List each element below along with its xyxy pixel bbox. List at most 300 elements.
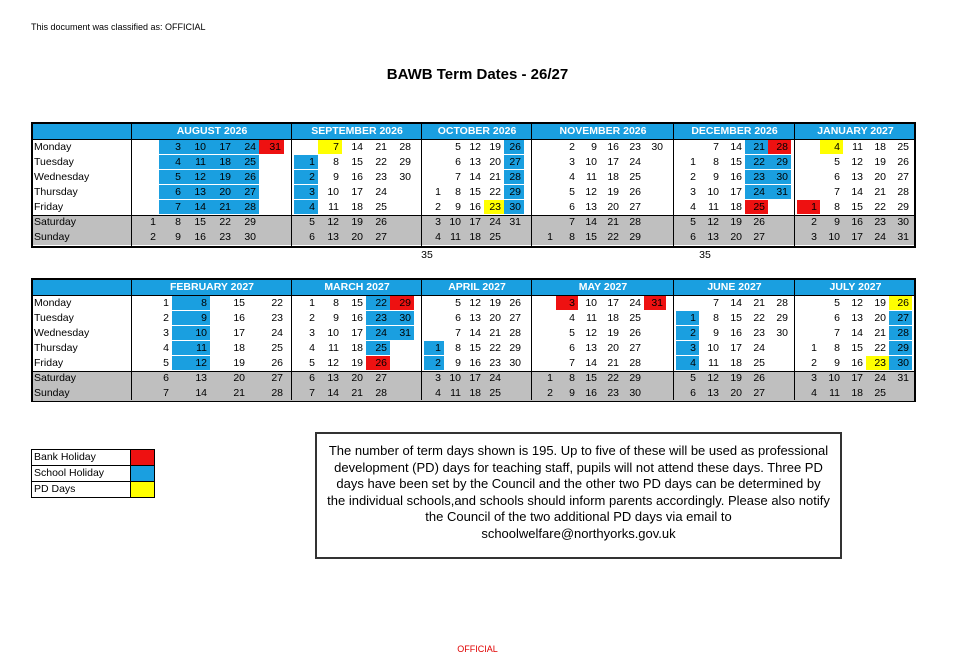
day-name: Thursday [34, 186, 78, 198]
day-cell: 2 [294, 170, 318, 184]
day-cell: 31 [897, 372, 909, 384]
month-name: OCTOBER 2026 [437, 125, 517, 137]
day-cell: 4 [163, 342, 169, 354]
day-cell [644, 341, 666, 355]
day-cell: 12 [707, 372, 719, 384]
day-cell: 23 [745, 170, 768, 184]
day-cell: 4 [435, 387, 441, 399]
day-cell: 3 [294, 185, 318, 199]
month-name: SEPTEMBER 2026 [311, 125, 403, 137]
day-cell: 26 [366, 356, 390, 370]
day-cell: 29 [629, 231, 641, 243]
day-name: Friday [34, 357, 64, 369]
month-name: MARCH 2027 [324, 281, 390, 293]
day-cell: 24 [271, 327, 283, 339]
day-cell: 8 [713, 156, 719, 168]
day-cell: 24 [375, 186, 387, 198]
day-cell: 5 [309, 216, 315, 228]
day-cell: 10 [828, 372, 840, 384]
day-cell: 12 [585, 186, 597, 198]
column-divider [794, 124, 795, 246]
day-cell: 16 [233, 312, 245, 324]
column-divider [421, 280, 422, 400]
day-cell: 20 [874, 171, 886, 183]
day-cell: 30 [776, 327, 788, 339]
day-cell: 19 [730, 372, 742, 384]
day-cell: 12 [707, 216, 719, 228]
day-cell [534, 326, 556, 340]
month-name: FEBRUARY 2027 [169, 281, 255, 293]
day-cell: 15 [585, 231, 597, 243]
footer-classification: OFFICIAL [457, 644, 498, 654]
day-cell [390, 185, 414, 199]
day-cell: 1 [690, 156, 696, 168]
day-cell: 12 [327, 357, 339, 369]
day-cell [534, 140, 556, 154]
day-cell: 12 [585, 327, 597, 339]
day-cell: 12 [851, 156, 863, 168]
day-cell: 25 [489, 231, 501, 243]
day-cell: 25 [375, 201, 387, 213]
day-cell: 12 [327, 216, 339, 228]
day-cell: 10 [172, 326, 210, 340]
day-cell [390, 200, 414, 214]
day-cell [424, 296, 444, 310]
day-cell: 15 [469, 342, 481, 354]
day-name: Thursday [34, 342, 78, 354]
day-cell: 20 [489, 312, 501, 324]
day-cell: 21 [233, 387, 245, 399]
month-name: JANUARY 2027 [817, 125, 894, 137]
day-cell: 16 [351, 312, 363, 324]
day-cell: 29 [244, 216, 256, 228]
day-cell: 30 [897, 216, 909, 228]
day-cell: 24 [629, 297, 641, 309]
day-cell: 25 [897, 141, 909, 153]
day-cell: 15 [469, 186, 481, 198]
day-cell: 24 [745, 185, 768, 199]
day-cell: 22 [874, 201, 886, 213]
day-cell: 20 [489, 156, 501, 168]
day-cell: 2 [547, 387, 553, 399]
day-cell: 15 [351, 156, 363, 168]
day-cell: 28 [629, 357, 641, 369]
day-cell: 10 [585, 156, 597, 168]
day-cell: 22 [375, 156, 387, 168]
day-cell: 25 [745, 200, 768, 214]
day-cell: 10 [327, 327, 339, 339]
day-cell: 1 [424, 341, 444, 355]
day-cell [797, 170, 820, 184]
month-name: MAY 2027 [578, 281, 628, 293]
day-cell: 19 [489, 297, 501, 309]
day-cell [676, 296, 699, 310]
day-cell: 18 [607, 312, 619, 324]
day-cell: 3 [569, 156, 575, 168]
day-cell: 24 [366, 326, 390, 340]
day-cell: 26 [753, 216, 765, 228]
day-cell: 16 [730, 171, 742, 183]
day-cell [134, 140, 159, 154]
day-cell: 14 [730, 297, 742, 309]
day-cell: 29 [629, 372, 641, 384]
day-cell: 25 [629, 312, 641, 324]
day-name: Wednesday [34, 171, 90, 183]
day-cell: 21 [874, 327, 886, 339]
day-cell [424, 155, 444, 169]
day-cell: 12 [469, 297, 481, 309]
day-name: Monday [34, 297, 72, 309]
day-cell: 7 [569, 357, 575, 369]
day-cell: 5 [834, 297, 840, 309]
day-cell: 9 [333, 171, 339, 183]
month-name: NOVEMBER 2026 [559, 125, 647, 137]
day-cell: 2 [424, 356, 444, 370]
day-cell: 2 [435, 201, 441, 213]
day-cell: 27 [897, 171, 909, 183]
day-cell: 5 [309, 357, 315, 369]
day-cell: 4 [676, 356, 699, 370]
day-cell: 28 [897, 186, 909, 198]
day-cell [644, 200, 666, 214]
day-cell [644, 311, 666, 325]
day-cell: 12 [851, 297, 863, 309]
day-cell: 3 [811, 372, 817, 384]
day-cell: 9 [455, 357, 461, 369]
day-cell: 16 [351, 171, 363, 183]
day-cell: 22 [366, 296, 390, 310]
month-name: JULY 2027 [829, 281, 882, 293]
day-cell: 10 [449, 216, 461, 228]
day-cell: 8 [455, 342, 461, 354]
day-cell: 8 [569, 231, 575, 243]
day-cell: 11 [852, 141, 863, 153]
day-cell: 11 [586, 312, 597, 324]
day-cell: 19 [607, 186, 619, 198]
calendar-table-1 [31, 122, 916, 248]
day-cell: 24 [629, 156, 641, 168]
day-cell [259, 185, 284, 199]
day-cell: 13 [469, 312, 481, 324]
day-cell: 18 [209, 155, 234, 169]
day-cell [797, 311, 820, 325]
day-cell [768, 215, 791, 229]
day-cell [644, 356, 666, 370]
day-cell [534, 356, 556, 370]
day-cell: 29 [399, 156, 411, 168]
day-cell: 30 [244, 231, 256, 243]
day-cell: 27 [753, 231, 765, 243]
day-cell: 20 [233, 372, 245, 384]
day-cell: 18 [469, 387, 481, 399]
day-cell: 25 [753, 357, 765, 369]
day-cell: 20 [351, 231, 363, 243]
day-cell: 4 [820, 140, 843, 154]
day-cell [768, 200, 791, 214]
day-cell: 6 [690, 231, 696, 243]
day-cell: 6 [455, 156, 461, 168]
day-cell: 6 [159, 185, 184, 199]
school-holiday-swatch [130, 466, 154, 481]
day-cell: 18 [851, 387, 863, 399]
day-cell: 4 [309, 342, 315, 354]
day-cell: 31 [644, 296, 666, 310]
day-cell: 27 [753, 387, 765, 399]
day-cell: 11 [829, 387, 840, 399]
day-cell: 16 [851, 357, 863, 369]
week-number-label: 35 [699, 249, 711, 261]
day-cell: 21 [351, 387, 363, 399]
day-cell: 20 [607, 201, 619, 213]
day-cell: 15 [730, 312, 742, 324]
day-cell [534, 296, 556, 310]
legend-label: Bank Holiday [34, 451, 96, 463]
day-cell: 24 [234, 140, 259, 154]
day-cell [259, 215, 284, 229]
day-cell: 1 [676, 311, 699, 325]
day-cell: 17 [607, 297, 619, 309]
day-cell: 1 [547, 231, 553, 243]
day-cell: 9 [591, 141, 597, 153]
day-cell: 13 [469, 156, 481, 168]
day-cell: 2 [676, 326, 699, 340]
day-cell: 1 [163, 297, 169, 309]
day-cell: 4 [569, 171, 575, 183]
column-divider [531, 124, 532, 246]
day-cell [134, 200, 159, 214]
day-name: Wednesday [34, 327, 90, 339]
day-cell [644, 371, 666, 385]
day-cell: 11 [586, 171, 597, 183]
day-cell: 11 [450, 231, 461, 243]
day-cell: 18 [607, 171, 619, 183]
day-cell: 5 [569, 186, 575, 198]
day-cell: 26 [234, 170, 259, 184]
day-cell: 23 [866, 356, 889, 370]
day-cell: 30 [509, 357, 521, 369]
day-cell: 8 [834, 342, 840, 354]
day-cell [424, 326, 444, 340]
day-cell [644, 326, 666, 340]
day-cell: 6 [834, 171, 840, 183]
day-cell [424, 140, 444, 154]
day-cell [390, 386, 414, 400]
day-cell: 29 [889, 341, 912, 355]
day-cell: 16 [469, 357, 481, 369]
column-divider [531, 280, 532, 400]
day-name: Friday [34, 201, 64, 213]
day-cell: 10 [707, 186, 719, 198]
day-cell: 26 [629, 186, 641, 198]
day-cell: 12 [469, 141, 481, 153]
day-cell: 24 [874, 372, 886, 384]
day-cell: 14 [351, 141, 363, 153]
day-cell [644, 386, 666, 400]
day-cell: 22 [753, 312, 765, 324]
day-cell: 11 [172, 341, 210, 355]
day-cell: 14 [851, 327, 863, 339]
day-cell: 7 [569, 216, 575, 228]
day-cell [534, 155, 556, 169]
day-cell: 30 [504, 200, 524, 214]
day-cell [768, 371, 791, 385]
day-cell [390, 356, 414, 370]
day-cell: 15 [851, 342, 863, 354]
day-cell: 15 [851, 201, 863, 213]
day-cell: 25 [489, 387, 501, 399]
day-cell: 21 [607, 216, 619, 228]
day-cell: 17 [351, 186, 363, 198]
day-cell: 17 [851, 231, 863, 243]
day-cell: 30 [399, 171, 411, 183]
day-cell: 4 [159, 155, 184, 169]
day-cell: 18 [351, 342, 363, 354]
day-cell: 26 [889, 296, 912, 310]
day-cell: 23 [629, 141, 641, 153]
day-cell: 15 [194, 216, 206, 228]
day-cell: 14 [585, 216, 597, 228]
day-cell [889, 386, 912, 400]
day-cell: 31 [509, 216, 521, 228]
day-cell: 23 [484, 200, 504, 214]
day-cell: 1 [811, 342, 817, 354]
day-cell: 10 [828, 231, 840, 243]
day-cell: 11 [328, 201, 339, 213]
day-cell: 13 [851, 312, 863, 324]
day-cell: 16 [730, 327, 742, 339]
day-cell: 7 [163, 387, 169, 399]
day-cell: 6 [834, 312, 840, 324]
day-cell: 11 [450, 387, 461, 399]
day-cell [259, 170, 284, 184]
column-divider [291, 124, 292, 246]
day-cell [390, 215, 414, 229]
month-name: AUGUST 2026 [176, 125, 248, 137]
day-cell: 27 [271, 372, 283, 384]
day-cell: 1 [309, 297, 315, 309]
day-name: Tuesday [34, 156, 74, 168]
page-title: BAWB Term Dates - 26/27 [386, 66, 569, 83]
day-cell: 5 [455, 297, 461, 309]
day-cell [534, 185, 556, 199]
legend-row-bank-holiday [32, 450, 154, 466]
day-cell: 30 [889, 356, 912, 370]
column-divider [673, 280, 674, 400]
day-cell: 19 [351, 357, 363, 369]
day-cell: 5 [834, 156, 840, 168]
day-cell: 25 [271, 342, 283, 354]
day-cell: 23 [607, 387, 619, 399]
day-cell: 2 [811, 216, 817, 228]
day-cell: 20 [351, 372, 363, 384]
legend [31, 449, 155, 498]
day-cell: 3 [435, 216, 441, 228]
day-cell: 12 [172, 356, 210, 370]
day-cell [644, 230, 666, 244]
day-cell: 31 [390, 326, 414, 340]
day-cell: 18 [730, 201, 742, 213]
day-cell: 20 [730, 387, 742, 399]
day-cell: 17 [730, 342, 742, 354]
day-cell: 4 [811, 387, 817, 399]
day-cell: 7 [309, 387, 315, 399]
day-cell: 19 [607, 327, 619, 339]
day-cell: 13 [851, 171, 863, 183]
day-cell: 15 [233, 297, 245, 309]
day-cell [534, 341, 556, 355]
day-cell: 30 [651, 141, 663, 153]
day-cell: 6 [309, 372, 315, 384]
day-cell: 14 [469, 171, 481, 183]
day-cell: 2 [309, 312, 315, 324]
week-number-label: 35 [421, 249, 433, 261]
day-cell: 7 [159, 200, 184, 214]
day-cell: 27 [629, 201, 641, 213]
term-days-note: The number of term days shown is 195. Up to five of these will be used as professional development (PD) days for teaching staff, pupils will not attend these days. Three PD days have been set by the Council and the other two PD days can be determined by the individual schools,and schools should inform parents accordingly. Please also notify the Council of the two additional PD days via email to schoolwelfare@northyorks.gov.uk [315, 432, 842, 559]
day-cell [390, 341, 414, 355]
month-name: JUNE 2027 [707, 281, 762, 293]
day-cell: 6 [163, 372, 169, 384]
day-cell [294, 140, 318, 154]
day-cell: 12 [184, 170, 209, 184]
day-cell [768, 341, 791, 355]
day-cell: 26 [509, 297, 521, 309]
day-cell: 7 [455, 327, 461, 339]
day-cell: 1 [294, 155, 318, 169]
day-cell: 13 [195, 372, 207, 384]
day-cell: 29 [504, 185, 524, 199]
day-cell: 29 [776, 312, 788, 324]
day-cell [504, 371, 524, 385]
day-cell: 3 [690, 186, 696, 198]
day-cell: 11 [708, 201, 719, 213]
day-cell [424, 170, 444, 184]
day-cell [390, 371, 414, 385]
day-cell: 4 [690, 201, 696, 213]
day-cell: 17 [351, 327, 363, 339]
day-cell: 13 [327, 231, 339, 243]
day-cell: 1 [435, 186, 441, 198]
day-cell [797, 140, 820, 154]
day-cell: 30 [390, 311, 414, 325]
day-cell: 14 [730, 141, 742, 153]
day-cell [534, 170, 556, 184]
day-cell: 8 [713, 312, 719, 324]
day-cell: 6 [309, 231, 315, 243]
day-cell: 30 [768, 170, 791, 184]
day-name: Monday [34, 141, 72, 153]
day-cell: 27 [375, 231, 387, 243]
day-cell: 20 [730, 231, 742, 243]
column-divider [131, 124, 132, 246]
column-divider [291, 280, 292, 400]
legend-label: PD Days [34, 483, 76, 495]
day-cell: 19 [233, 357, 245, 369]
day-cell [259, 230, 284, 244]
day-name: Tuesday [34, 312, 74, 324]
day-cell: 26 [375, 216, 387, 228]
day-cell [768, 230, 791, 244]
day-cell: 28 [776, 297, 788, 309]
day-cell: 7 [834, 327, 840, 339]
day-cell: 23 [753, 327, 765, 339]
day-cell: 27 [629, 342, 641, 354]
month-name: APRIL 2027 [448, 281, 506, 293]
day-cell: 22 [607, 231, 619, 243]
day-cell: 7 [455, 171, 461, 183]
day-cell: 28 [375, 387, 387, 399]
day-cell: 14 [851, 186, 863, 198]
